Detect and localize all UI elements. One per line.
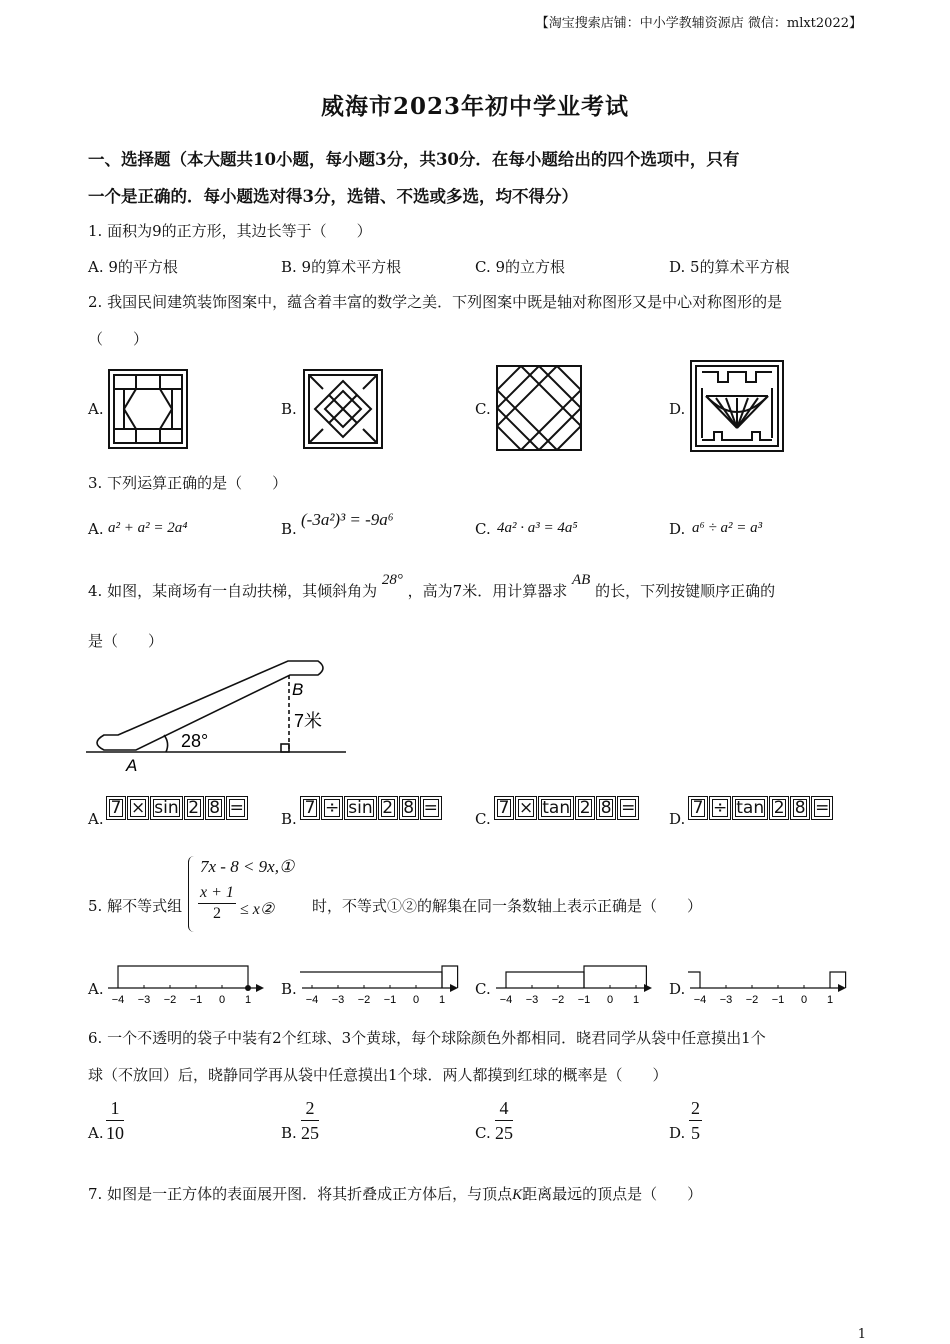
tick-label: −1 — [189, 994, 203, 1006]
tick-label: −1 — [383, 994, 397, 1006]
q7-stem — [88, 1183, 702, 1204]
tick-label: −3 — [331, 994, 345, 1006]
key: sin — [344, 796, 376, 820]
q2-stem-cont: （ ） — [88, 330, 149, 348]
axis-arrow — [256, 984, 264, 992]
tick-label: 1 — [826, 994, 834, 1006]
q2-pattern-a-figure — [106, 367, 190, 451]
key: = — [226, 796, 248, 820]
q2-pattern-c-figure — [494, 363, 584, 453]
q5-brace — [188, 856, 195, 932]
key: 8 — [790, 796, 810, 820]
q5-frac-num: x + 1 — [198, 883, 236, 904]
q4-label-a: A. — [88, 810, 104, 828]
frac-num: 2 — [301, 1096, 319, 1121]
q4-stem-cont: 是（ ） — [88, 632, 164, 650]
q4-stem-a: 4. 如图，某商场有一自动扶梯，其倾斜角为 — [88, 582, 378, 600]
frac-num: 1 — [106, 1096, 124, 1121]
solution-bracket — [506, 972, 584, 988]
q3-label-d: D. — [669, 520, 686, 538]
q4-height-label: 7米 — [294, 711, 323, 731]
key: 7 — [494, 796, 514, 820]
page-title: 威海市2023年初中学业考试 — [320, 93, 629, 120]
solution-bracket — [118, 966, 248, 988]
q5-numberline-a — [106, 960, 266, 1006]
q4-label-b: B. — [281, 810, 297, 828]
q5-label-d: D. — [669, 980, 686, 998]
q4-stem — [88, 572, 776, 601]
key: 8 — [399, 796, 419, 820]
tick-label: −1 — [577, 994, 591, 1006]
q7-stem-b: 距离最远的顶点是（ ） — [522, 1185, 703, 1203]
q3-label-c: C. — [475, 520, 491, 538]
tick-label: −1 — [771, 994, 785, 1006]
frac-num: 2 — [689, 1096, 702, 1121]
q6-line1: 6. 一个不透明的袋子中装有2个红球、3个黄球，每个球除颜色外都相同．晓君同学从袋中任意摸出1个 — [88, 1029, 766, 1047]
q3-expr-a: a² + a² = 2a⁴ — [108, 520, 188, 536]
key: tan — [732, 796, 768, 820]
key: tan — [538, 796, 574, 820]
page-number: 1 — [857, 1327, 866, 1342]
q1-option-d: D. 5的算术平方根 — [669, 258, 790, 276]
q4-label-c: C. — [475, 810, 491, 828]
key: sin — [150, 796, 182, 820]
key: 2 — [184, 796, 204, 820]
tick-label: −3 — [137, 994, 151, 1006]
q5-numberline-b — [300, 960, 460, 1006]
q1-option-a: A. 9的平方根 — [88, 258, 178, 276]
q2-label-a: A. — [88, 400, 104, 418]
q3-label-a: A. — [88, 520, 104, 538]
q6-line2: 球（不放回）后，晓静同学再从袋中任意摸出1个球．两人都摸到红球的概率是（ ） — [88, 1066, 668, 1084]
axis-arrow — [644, 984, 652, 992]
q3-expr-c: 4a² · a³ = 4a⁵ — [497, 520, 578, 536]
q4-keys-b — [300, 796, 442, 820]
key: × — [127, 796, 149, 820]
q4-segment: AB — [571, 572, 591, 588]
tick-label: −4 — [499, 994, 513, 1006]
q6-frac-c — [495, 1096, 513, 1145]
key: = — [811, 796, 833, 820]
q3-stem: 3. 下列运算正确的是（ ） — [88, 474, 288, 492]
q3-label-b: B. — [281, 520, 297, 538]
q5-frac-den: 2 — [212, 905, 221, 922]
frac-den: 25 — [495, 1123, 513, 1143]
q5-label-b: B. — [281, 980, 297, 998]
axis-arrow — [838, 984, 846, 992]
q5-fraction — [198, 883, 236, 924]
q4-keys-c — [494, 796, 639, 820]
q4-label-a-point: A — [126, 756, 138, 775]
q1-option-b: B. 9的算术平方根 — [281, 258, 402, 276]
q5-ineq1: 7x - 8 < 9x,① — [200, 857, 295, 876]
q5-ineq2-tail: ≤ x② — [240, 901, 275, 918]
section-heading-line1: 一、选择题（本大题共10小题，每小题3分，共30分．在每小题给出的四个选项中，只有 — [88, 150, 740, 169]
tick-label: −2 — [745, 994, 759, 1006]
key: 8 — [596, 796, 616, 820]
q2-pattern-b-figure — [301, 367, 385, 451]
key: ÷ — [709, 796, 731, 820]
q6-label-a: A. — [88, 1124, 104, 1142]
q4-angle-label: 28° — [181, 731, 209, 751]
tick-label: −3 — [719, 994, 733, 1006]
tick-label: −4 — [111, 994, 125, 1006]
tick-label: −3 — [525, 994, 539, 1006]
q6-label-c: C. — [475, 1124, 491, 1142]
key: 7 — [106, 796, 126, 820]
q3-expr-d: a⁶ ÷ a² = a³ — [692, 520, 763, 536]
q4-stem-c: 的长，下列按键顺序正确的 — [595, 582, 776, 600]
solution-bracket — [584, 966, 646, 988]
q2-label-d: D. — [669, 400, 686, 418]
frac-num: 4 — [495, 1096, 513, 1121]
q2-stem: 2. 我国民间建筑装饰图案中，蕴含着丰富的数学之美．下列图案中既是轴对称图形又是中心对称图形的是 — [88, 293, 783, 311]
tick-label: 0 — [412, 994, 420, 1006]
q2-label-c: C. — [475, 400, 491, 418]
tick-label: −4 — [693, 994, 707, 1006]
axis-arrow — [450, 984, 458, 992]
q4-label-b-point: B — [292, 680, 304, 699]
frac-den: 10 — [106, 1123, 124, 1143]
key: 2 — [769, 796, 789, 820]
q4-angle: 28° — [381, 572, 403, 588]
q4-label-d: D. — [669, 810, 686, 828]
solution-bracket — [688, 972, 700, 988]
tick-label: −2 — [357, 994, 371, 1006]
q5-numberline-d — [688, 960, 848, 1006]
key: = — [420, 796, 442, 820]
q5-stem-b: 时，不等式①②的解集在同一条数轴上表示正确是（ ） — [312, 897, 703, 915]
q6-label-b: B. — [281, 1124, 297, 1142]
q5-stem-a: 5. 解不等式组 — [88, 897, 183, 915]
q5-label-c: C. — [475, 980, 491, 998]
q5-numberline-c — [494, 960, 654, 1006]
q6-frac-d — [689, 1096, 702, 1145]
tick-label: −2 — [163, 994, 177, 1006]
q6-frac-b — [301, 1096, 319, 1145]
q7-stem-a: 7. 如图是一正方体的表面展开图．将其折叠成正方体后，与顶点 — [88, 1185, 513, 1203]
q4-stem-b: ，高为7米．用计算器求 — [407, 582, 568, 600]
q6-frac-a — [106, 1096, 124, 1145]
key: 2 — [378, 796, 398, 820]
solution-bracket — [442, 966, 458, 988]
tick-label: 0 — [218, 994, 226, 1006]
solution-bracket — [300, 972, 442, 988]
tick-label: −4 — [305, 994, 319, 1006]
key: 7 — [300, 796, 320, 820]
solution-bracket — [830, 972, 846, 988]
tick-label: 0 — [800, 994, 808, 1006]
tick-label: 1 — [244, 994, 252, 1006]
header-note: 【淘宝搜索店铺：中小学教辅资源店 微信：mlxt2022】 — [535, 16, 862, 31]
frac-den: 25 — [301, 1123, 319, 1143]
tick-label: 1 — [632, 994, 640, 1006]
q1-option-c: C. 9的立方根 — [475, 258, 566, 276]
section-heading-line2: 一个是正确的．每小题选对得3分，选错、不选或多选，均不得分） — [88, 187, 578, 206]
key: × — [515, 796, 537, 820]
q5-label-a: A. — [88, 980, 104, 998]
q4-keys-d — [688, 796, 833, 820]
tick-label: 1 — [438, 994, 446, 1006]
tick-label: −2 — [551, 994, 565, 1006]
key: ÷ — [321, 796, 343, 820]
q2-label-b: B. — [281, 400, 297, 418]
q7-vertex-k: K — [512, 1187, 523, 1203]
q3-expr-b: (-3a²)³ = -9a⁶ — [301, 510, 394, 529]
q4-keys-a — [106, 796, 248, 820]
key: 2 — [575, 796, 595, 820]
q4-escalator-figure — [86, 655, 356, 775]
key: 7 — [688, 796, 708, 820]
q2-pattern-d-figure — [688, 358, 786, 454]
key: 8 — [205, 796, 225, 820]
closed-dot — [245, 985, 251, 991]
q6-label-d: D. — [669, 1124, 686, 1142]
tick-label: 0 — [606, 994, 614, 1006]
frac-den: 5 — [691, 1123, 700, 1143]
key: = — [617, 796, 639, 820]
q1-stem: 1. 面积为9的正方形，其边长等于（ ） — [88, 222, 372, 240]
